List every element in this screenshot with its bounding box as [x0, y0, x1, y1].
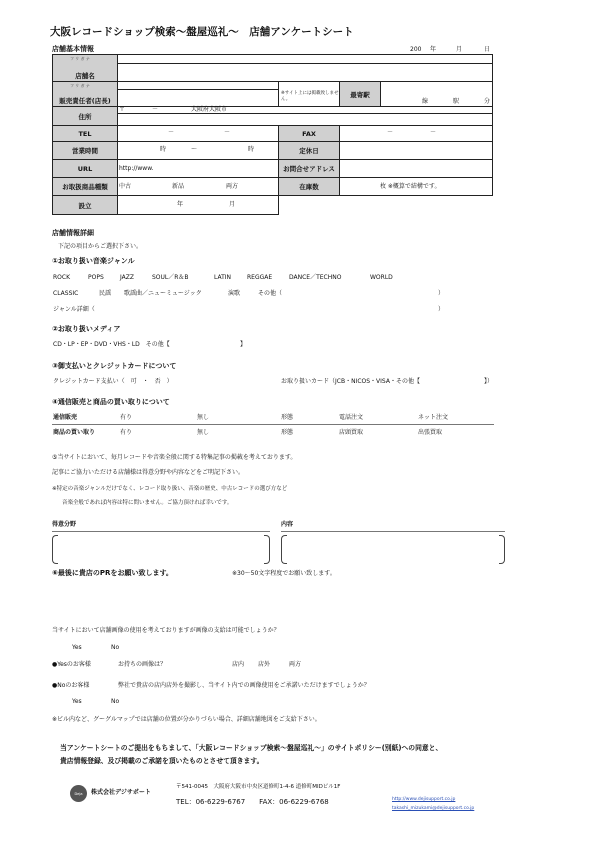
station-unit: 駅 — [453, 98, 460, 105]
content-underline — [281, 531, 505, 532]
specialty-label: 得意分野 — [52, 521, 77, 528]
mailorder-phone[interactable]: 電話注文 — [339, 414, 364, 421]
closed-label: 定休日 — [278, 141, 340, 160]
manager-note-cell — [278, 81, 340, 107]
shop-name-furigana: フ リ ガ ナ — [70, 56, 90, 61]
company-logo: DeJa — [70, 785, 87, 802]
genre-minyo[interactable]: 民謡 — [99, 290, 112, 297]
mailorder-no[interactable]: 無し — [197, 414, 210, 421]
founded-month-unit: 月 — [229, 201, 236, 208]
genre-reggae[interactable]: REGGAE — [247, 274, 273, 281]
genre-enka[interactable]: 演歌 — [228, 290, 241, 297]
fax-dash-1: － — [387, 129, 394, 136]
url-label: URL — [52, 159, 118, 178]
policy-line-1: 当アンケートシートのご提出をもちまして、「大阪レコードショップ検索～盤屋巡礼～」のサイトポリシー(別紙)への同意と、 — [60, 744, 443, 752]
card-types-close: 】） — [484, 378, 494, 385]
products-used[interactable]: 中古 — [119, 183, 132, 190]
url-prefix: http://www. — [119, 165, 154, 172]
which-image-question: お持ちの画像は？ — [118, 661, 167, 668]
content-label: 内容 — [281, 521, 294, 528]
policy-line-2: 貴店情報登録、及び掲載のご承諾を頂いたものとさせて頂きます。 — [60, 757, 264, 765]
image-inside[interactable]: 店内 — [232, 661, 245, 668]
fax-field[interactable] — [339, 125, 493, 142]
q3-heading: ③御支払いとクレジットカードについて — [52, 362, 177, 370]
contact-field[interactable] — [339, 159, 493, 178]
yes-customer-label: ●Yesのお客様 — [52, 661, 91, 668]
mailorder-net[interactable]: ネット注文 — [418, 414, 449, 421]
manager-furigana: フ リ ガ ナ — [70, 83, 90, 88]
buying-no[interactable]: 無し — [197, 429, 210, 436]
company-phone: TEL：06-6229-6767 FAX：06-6229-6768 — [176, 798, 329, 806]
fax-label: FAX — [278, 125, 340, 142]
date-year: 年 — [430, 46, 437, 53]
products-field[interactable] — [117, 177, 279, 196]
no-customer-label: ●Noのお客様 — [52, 682, 90, 689]
hours-field[interactable] — [117, 141, 279, 160]
mailorder-yes[interactable]: 有り — [120, 414, 133, 421]
mailorder-label: 通信販売 — [53, 414, 78, 421]
q2-heading: ②お取り扱いメディア — [52, 325, 121, 333]
postal-mark: 〒 — [119, 106, 126, 113]
mailorder-divider — [52, 424, 494, 425]
genre-latin[interactable]: LATIN — [214, 274, 232, 281]
buying-store[interactable]: 店頭買取 — [339, 429, 364, 436]
manager-field[interactable] — [117, 89, 279, 107]
genre-detail[interactable]: ジャンル詳細（ — [53, 306, 95, 313]
date-year-prefix: 200 — [410, 46, 422, 53]
tel-field[interactable] — [117, 125, 279, 142]
station-line-unit: 線 — [422, 98, 429, 105]
detail-heading: 店舗情報詳細 — [52, 229, 94, 237]
address-label: 住所 — [52, 106, 118, 126]
products-label: お取扱商品種類 — [52, 177, 118, 196]
page-title: 大阪レコードショップ検索～盤屋巡礼～ 店舗アンケートシート — [50, 26, 354, 38]
date-month: 月 — [456, 46, 463, 53]
q4-heading: ④通信販売と商品の買い取りについて — [52, 398, 170, 406]
content-field[interactable] — [287, 535, 498, 562]
shop-name-field[interactable] — [117, 63, 493, 82]
q5-line-2: 記事にご協力いただける店舗様は得意分野や内容などをご明記下さい。 — [52, 469, 245, 476]
map-note: ※ビル内など、グーグルマップでは店舗の位置が分かりづらい場合、詳細店舗地図をご支給下さい。 — [52, 716, 321, 723]
stock-label: 在庫数 — [278, 177, 340, 196]
products-new[interactable]: 新品 — [172, 183, 185, 190]
tel-label: TEL — [52, 125, 118, 142]
genre-other[interactable]: その他（ — [258, 290, 283, 297]
contact-label: お問合せアドレス — [278, 159, 340, 178]
detail-intro: 下記の項目からご選択下さい。 — [58, 243, 143, 250]
station-minutes-unit: 分 — [484, 98, 491, 105]
specialty-bracket-right — [264, 535, 270, 564]
genre-dance-techno[interactable]: DANCE／TECHNO — [289, 274, 342, 281]
image-no[interactable]: No — [111, 644, 120, 651]
genre-rock[interactable]: ROCK — [53, 274, 71, 281]
pr-field[interactable] — [52, 582, 494, 620]
genre-world[interactable]: WORLD — [370, 274, 393, 281]
closed-field[interactable] — [339, 141, 493, 160]
tel-dash-2: － — [224, 129, 231, 136]
q5-note-2: 音楽全般であれば内容は特に問いません。ご協力頂ければ幸いです。 — [62, 500, 233, 506]
hours-open-unit: 時 — [160, 146, 167, 153]
image-question: 当サイトにおいて店舗画像の使用を考えておりますが画像の支給は可能でしょうか？ — [52, 627, 280, 634]
specialty-underline — [52, 531, 270, 532]
content-bracket-right — [499, 535, 505, 564]
q6-note: ※30～50文字程度でお願い致します。 — [232, 570, 336, 577]
photo-yes[interactable]: Yes — [72, 698, 82, 705]
postal-dash: － — [152, 106, 159, 113]
q5-note-1: ※特定の音楽ジャンルだけでなく、レコード取り扱い、音楽の歴史、中古レコードの選び方など — [52, 486, 288, 492]
address-city: 大阪府大阪市 — [191, 106, 228, 113]
mailorder-type-label: 形態 — [281, 414, 294, 421]
station-field[interactable] — [380, 81, 493, 107]
image-outside[interactable]: 店外 — [258, 661, 271, 668]
shop-name-label: 店舗名 — [52, 54, 118, 82]
image-both[interactable]: 両方 — [289, 661, 302, 668]
q1-heading: ①お取り扱い音楽ジャンル — [52, 257, 135, 265]
genre-other-close: ） — [438, 290, 445, 297]
genre-soul-rb[interactable]: SOUL／R＆B — [152, 274, 189, 281]
genre-pops[interactable]: POPS — [88, 274, 104, 281]
credit-payment[interactable]: クレジットカード支払い（ 可 ・ 否 ） — [53, 378, 173, 385]
image-yes[interactable]: Yes — [72, 644, 82, 651]
hours-tilde: ～ — [191, 146, 198, 153]
genre-jazz[interactable]: JAZZ — [120, 274, 134, 281]
buying-type-label: 形態 — [281, 429, 294, 436]
fax-dash-2: － — [430, 129, 437, 136]
manager-label: 販売責任者(店長) — [52, 81, 118, 107]
station-label: 最寄駅 — [339, 81, 381, 107]
q5-line-1: ⑤当サイトにおいて、毎月レコードや音楽全般に関する特集記事の掲載を考えております。 — [52, 454, 297, 461]
company-email-link[interactable]: takashi_mizukami@dejisupport.co.jp — [392, 806, 475, 811]
stock-note: 枚 ※概算で結構です。 — [380, 183, 441, 190]
company-website-link[interactable]: http://www.dejisupport.co.jp — [392, 797, 456, 802]
card-types[interactable]: お取り扱いカード（JCB・NICOS・VISA・その他【 — [281, 378, 420, 385]
founded-label: 設立 — [52, 195, 118, 215]
photo-no[interactable]: No — [111, 698, 120, 705]
no-customer-text: 弊社で貴店の店内店外を撮影し、当サイト内での画像使用をご承諾いただけますでしょうか？ — [118, 682, 370, 689]
buying-yes[interactable]: 有り — [120, 429, 133, 436]
media-other-close: 】 — [240, 341, 247, 348]
genre-detail-close: ） — [438, 306, 445, 313]
founded-field[interactable] — [117, 195, 279, 215]
genre-kayo[interactable]: 歌謡曲／ニューミュージック — [124, 290, 202, 297]
genre-classic[interactable]: CLASSIC — [53, 290, 79, 297]
date-day: 日 — [484, 46, 491, 53]
buying-label: 商品の買い取り — [53, 429, 96, 436]
company-name: 株式会社デジサポート — [91, 789, 151, 796]
q6-heading: ⑥最後に貴店のPRをお願い致します。 — [52, 569, 173, 577]
specialty-field[interactable] — [58, 535, 263, 562]
media-options[interactable]: CD・LP・EP・DVD・VHS・LD その他【 — [53, 341, 170, 348]
hours-label: 営業時間 — [52, 141, 118, 160]
basic-info-heading: 店舗基本情報 — [52, 45, 94, 53]
tel-dash-1: － — [168, 129, 175, 136]
products-both[interactable]: 両方 — [226, 183, 239, 190]
company-address: 〒541-0045 大阪府大阪市中央区道修町1-4-6 道修町MIDビル1F — [176, 784, 341, 790]
hours-close-unit: 時 — [248, 146, 255, 153]
buying-visit[interactable]: 出張買取 — [418, 429, 443, 436]
manager-note: ※サイト上には掲載致しません。 — [281, 91, 339, 102]
founded-year-unit: 年 — [177, 201, 184, 208]
